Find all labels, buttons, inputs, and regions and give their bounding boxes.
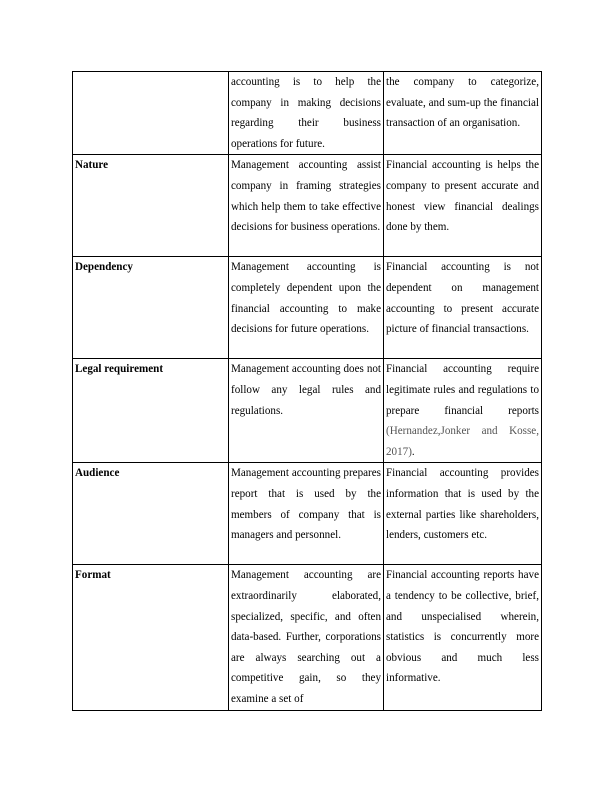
table-row (73, 565, 542, 710)
table-row (73, 72, 542, 155)
management-accounting-cell: Management accounting does not follow any legal rules and regulations. (229, 359, 384, 463)
financial-accounting-cell: Financial accounting provides information that is used by the external parties like shareholders, lenders, customers etc. (384, 463, 542, 565)
management-accounting-cell: Management accounting prepares report that is used by the members of company that is managers and personnel. (229, 463, 384, 565)
financial-accounting-cell: Financial accounting is not dependent on management accounting to present accurate picture of financial transactions. (384, 257, 542, 359)
financial-accounting-cell: Financial accounting is helps the company to present accurate and honest view financial dealings done by them. (384, 155, 542, 257)
row-label-cell: Format (73, 565, 229, 710)
row-label-cell: Nature (73, 155, 229, 257)
table-row (73, 463, 542, 565)
management-accounting-cell: Management accounting is completely dependent upon the financial accounting to make decisions for future operations. (229, 257, 384, 359)
financial-text: Financial accounting require legitimate rules and regulations to prepare financial reports (386, 363, 539, 417)
financial-accounting-cell: the company to categorize, evaluate, and sum-up the financial transaction of an organisation. (384, 72, 542, 155)
citation-end: . (411, 445, 415, 458)
row-label-cell: Legal requirement (73, 359, 229, 463)
management-accounting-cell: Management accounting are extraordinarily elaborated, specialized, specific, and often data-based. Further, corporations are always searching out a competitive gain, so they examine a set of (229, 565, 384, 710)
table-row (73, 155, 542, 257)
table-row (73, 359, 542, 463)
management-accounting-cell: accounting is to help the company in making decisions regarding their business operations for future. (229, 72, 384, 155)
management-accounting-cell: Management accounting assist company in framing strategies which help them to take effective decisions for business operations. (229, 155, 384, 257)
financial-accounting-cell: Financial accounting reports have a tendency to be collective, brief, and unspecialised wherein, statistics is concurrently more obvious and much less informative. (384, 565, 542, 710)
comparison-table (72, 71, 542, 711)
row-label-cell: Dependency (73, 257, 229, 359)
citation: (Hernandez,Jonker and Kosse, 2017) (386, 425, 539, 458)
financial-accounting-cell (384, 359, 542, 463)
table-row (73, 257, 542, 359)
row-label-cell: Audience (73, 463, 229, 565)
row-label-cell (73, 72, 229, 155)
